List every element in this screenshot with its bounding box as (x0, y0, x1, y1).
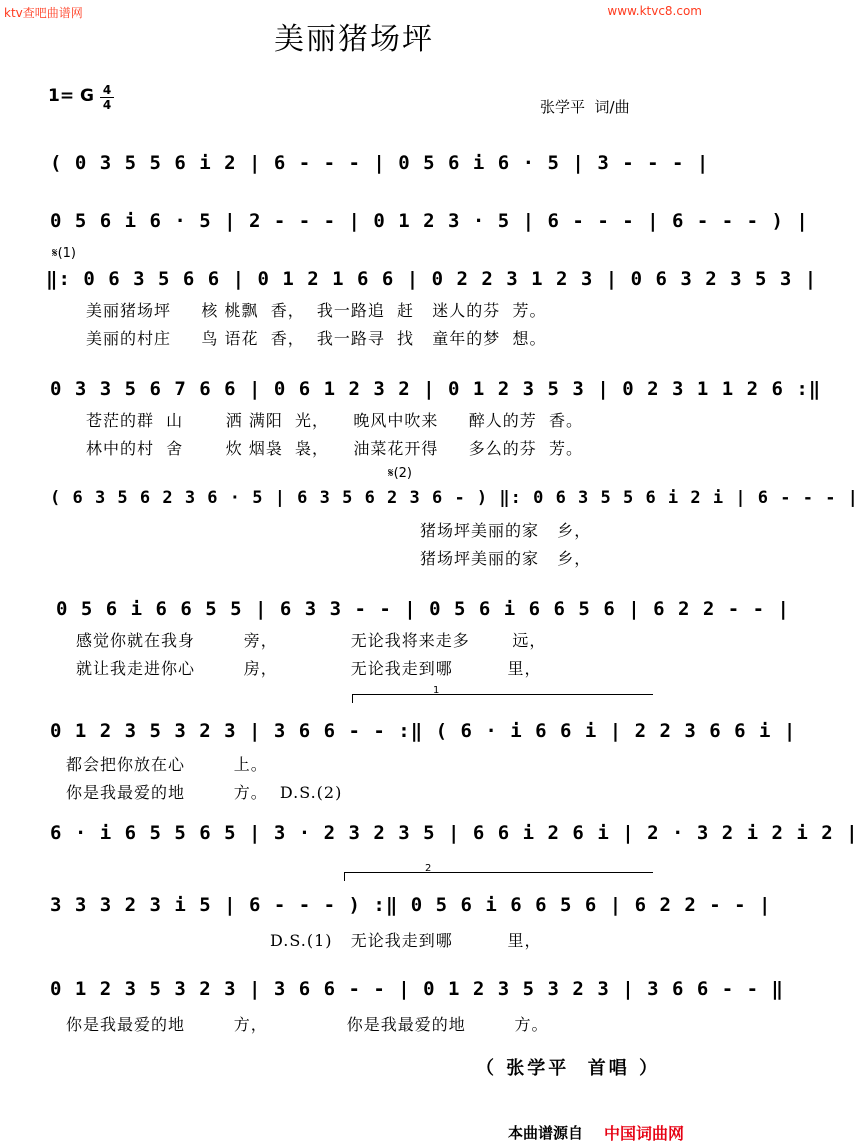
volta-1-label: 1 (433, 685, 440, 696)
system-7-lyric-2: 你是我最爱的地 方。 D.S.(2) (66, 783, 343, 802)
author-credit: 张学平 词/曲 (540, 98, 630, 116)
volta-2-label: 2 (425, 863, 432, 874)
volta-bracket-1 (352, 685, 653, 703)
segno-marker-1: 𝄋(1) (52, 246, 77, 261)
key-signature: 1= G (48, 86, 94, 106)
system-6-notes: 0 5 6 i 6 6 5 5 | 6 3 3 - - | 0 5 6 i 6 6 5 6 | 6 2 2 - - | (56, 598, 790, 620)
system-4-lyric-1: 苍茫的群 山 洒 满阳 光， 晚风中吹来 醉人的芳 香。 (86, 411, 583, 430)
system-6-lyric-2: 就让我走进你心 房， 无论我走到哪 里， (76, 659, 542, 678)
system-9-lyric-1: D.S.(1) 无论我走到哪 里， (270, 931, 542, 950)
system-7-notes: 0 1 2 3 5 3 2 3 | 3 6 6 - - :‖ ( 6 · i 6 6 i | 2 2 3 6 6 i | (50, 720, 797, 742)
segno-marker-2: 𝄋(2) (388, 466, 413, 481)
system-10-lyric-1: 你是我最爱的地 方， 你是我最爱的地 方。 (66, 1015, 549, 1034)
system-1-notes: ( 0 3 5 5 6 i 2 | 6 - - - | 0 5 6 i 6 · 5 | 3 - - - | (50, 152, 710, 174)
watermark-left: ktv查吧曲谱网 (4, 6, 83, 20)
source-site-link[interactable]: 中国词曲网 (604, 1124, 685, 1143)
system-10-notes: 0 1 2 3 5 3 2 3 | 3 6 6 - - | 0 1 2 3 5 3 2 3 | 3 6 6 - - ‖ (50, 978, 784, 1000)
song-title: 美丽猪场坪 (274, 22, 434, 57)
system-6-lyric-1: 感觉你就在我身 旁， 无论我将来走多 远， (76, 631, 547, 650)
system-7-lyric-1: 都会把你放在心 上。 (66, 755, 268, 774)
time-signature (100, 84, 114, 111)
time-signature-bottom: 4 (102, 98, 112, 112)
volta-bracket-2 (344, 863, 653, 881)
system-2-notes: 0 5 6 i 6 · 5 | 2 - - - | 0 1 2 3 · 5 | 6 - - - | 6 - - - ) | (50, 210, 809, 232)
system-4-notes: 0 3 3 5 6 7 6 6 | 0 6 1 2 3 2 | 0 1 2 3 5 3 | 0 2 3 1 1 2 6 :‖ (50, 378, 822, 400)
system-9-notes: 3 3 3 2 3 i 5 | 6 - - - ) :‖ 0 5 6 i 6 6 5 6 | 6 2 2 - - | (50, 894, 772, 916)
singer-credit: （ 张学平 首唱 ） (476, 1058, 661, 1079)
system-3-lyric-1: 美丽猪场坪 核 桃飘 香， 我一路追 赶 迷人的芬 芳。 (86, 301, 547, 320)
system-3-lyric-2: 美丽的村庄 鸟 语花 香， 我一路寻 找 童年的梦 想。 (86, 329, 547, 348)
source-label: 本曲谱源自 (508, 1124, 584, 1142)
system-4-lyric-2: 林中的村 舍 炊 烟袅 袅， 油菜花开得 多么的芬 芳。 (86, 439, 583, 458)
system-5-lyric-2: 猪场坪美丽的家 乡， (420, 549, 592, 568)
time-signature-top: 4 (102, 83, 112, 97)
watermark-right: www.ktvc8.com (607, 4, 702, 18)
system-5-lyric-1: 猪场坪美丽的家 乡， (420, 521, 592, 540)
system-8-notes: 6 · i 6 5 5 6 5 | 3 · 2 3 2 3 5 | 6 6 i 2 6 i | 2 · 3 2 i 2 i 2 | (50, 822, 859, 844)
system-3-notes: ‖: 0 6 3 5 6 6 | 0 1 2 1 6 6 | 0 2 2 3 1 2 3 | 0 6 3 2 3 5 3 | (46, 268, 818, 290)
system-5-notes: ( 6 3 5 6 2 3 6 · 5 | 6 3 5 6 2 3 6 - ) ‖: 0 6 3 5 5 6 i 2 i | 6 - - - | (50, 488, 859, 508)
